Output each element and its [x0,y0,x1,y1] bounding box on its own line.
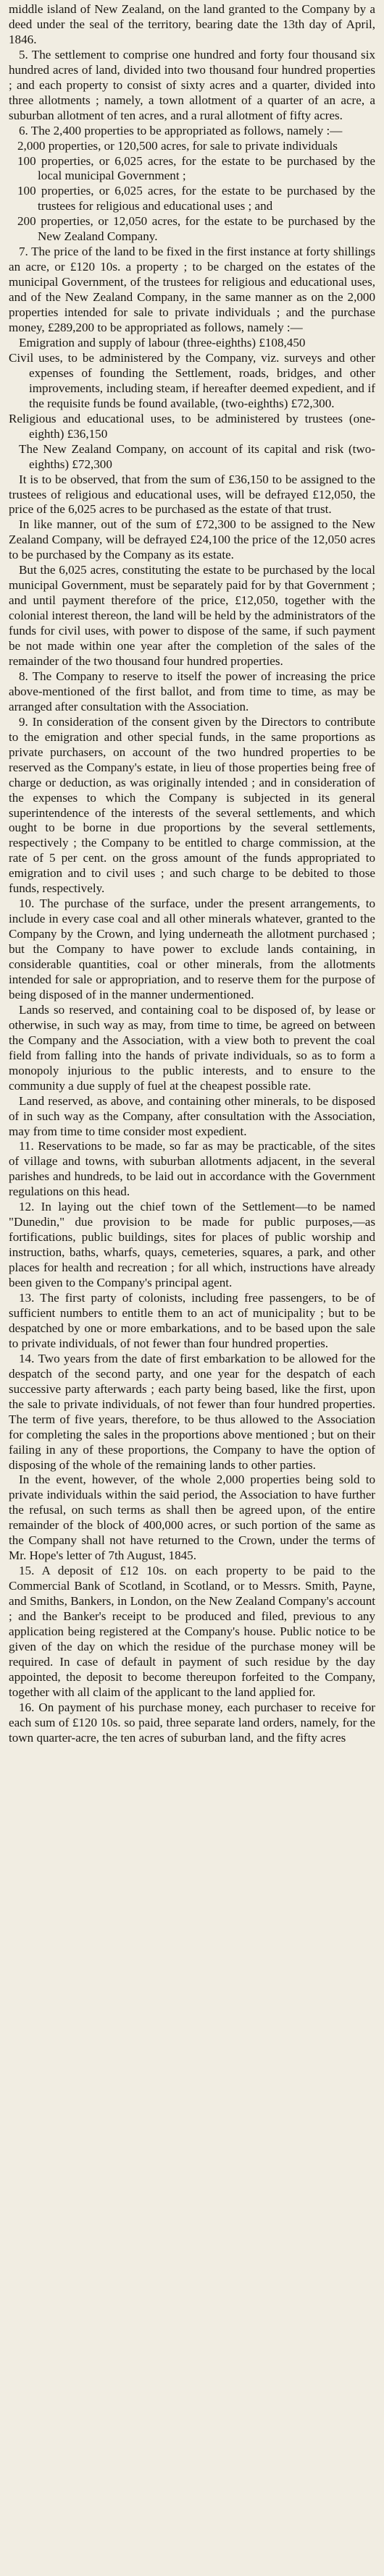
clause-10: 10. The purchase of the surface, under the present arrangements, to include in every case coal and all other minerals whatever, granted to the Company by the Crown, and lying underneath the allotment purchased ; but the Company to have power to exclude lands containing, in considerable quantities, coal or other minerals, from the allotments intended for sale or appropriation, and to reserve them for the purpose of being disposed of in the manner undermentioned. [9,897,375,1001]
clause-6-list [9,139,375,245]
clause-7: 7. The price of the land to be fixed in the first instance at forty shillings an acre, or £120 10s. a property ; to be charged on the estates of the municipal Government, of the trustees for religious and educational uses, and of the New Zealand Company, in the same manner as on the 2,000 properties intended for sale to private individuals ; and the purchase money, £289,200 to be appropriated as follows, namely :— [9,245,375,335]
clause-7-emigration: Emigration and supply of labour (three-eighths) £108,450 [19,335,306,349]
observation-paragraph: In like manner, out of the sum of £72,300 to be assigned to the New Zealand Company, will be defrayed £24,100 the price of the 12,050 acres to be purchased by the Company as its estate. [9,517,375,562]
clause-5: 5. The settlement to comprise one hundred and forty four thousand six hundred acres of land, divided into two thousand four hundred properties ; and each property to consist of sixty acres and a quarter, divided into three allotments ; namely, a town allotment of a quarter of an acre, a suburban allotment of ten acres, and a rural allotment of fifty acres. [9,47,375,122]
clause-6-item: 100 properties, or 6,025 acres, for the estate to be purchased by the local municipal Government ; [17,153,375,183]
event-paragraph: In the event, however, of the whole 2,000 properties being sold to private individuals within the said period, the Association to have further the refusal, on such terms as shall then be agreed upon, of the entire remainder of the block of 400,000 acres, or such portion of the same as the Company shall not have returned to the Crown, under the terms of Mr. Hope's letter of 7th August, 1845. [9,1473,375,1563]
lands-paragraph: Land reserved, as above, and containing other minerals, to be disposed of in such way as the Company, after consultation with the Association, may from time to time consider most expedient. [9,1093,375,1138]
intro-paragraph: middle island of New Zealand, on the land granted to the Company by a deed under the seal of the territory, bearing date the 13th day of April, 1846. [9,2,375,46]
clause-13: 13. The first party of colonists, including free passengers, to be of sufficient numbers to entitle them to an act of municipality ; but to be despatched by one or more embarkations, and to be based upon the sale to private individuals, of not fewer than four hundred properties. [9,1291,375,1350]
clause-6-item: 100 properties, or 6,025 acres, for the estate to be purchased by the trustees for religious and educational uses ; and [17,184,375,213]
clause-11: 11. Reservations to be made, so far as may be practicable, of the sites of village and towns, with suburban allotments adjacent, in the several parishes and hundreds, to be laid out in accordance with the Government regulations on this head. [9,1139,375,1199]
lands-paragraph: Lands so reserved, and containing coal to be disposed of, by lease or otherwise, in such way as may, from time to time, be agreed on between the Company and the Association, with a view both to prevent the coal field from falling into the hands of private individuals, so as to form a monopoly injurious to the public interests, and to ensure to the community a due supply of fuel at the cheapest possible rate. [9,1002,375,1093]
clause-6: 6. The 2,400 properties to be appropriated as follows, namely :— [19,123,343,137]
clause-9: 9. In consideration of the consent given by the Directors to contribute to the emigration and other special funds, in the same proportions as private purchasers, on account of the two hundred properties to be reserved as the Company's estate, in lieu of those properties being free of charge or deduction, as was originally intended ; and in consideration of the expenses to which the Company is subjected in its general superintendence of the interests of the several settlements, and which ought to be borne in due proportions by the several settlements, respectively ; the Company to be entitled to charge commission, at the rate of 5 per cent. on the gross amount of the funds appropriated to emigration and to civil uses ; and such charge to be debited to those funds, respectively. [9,714,375,896]
clause-6-item: 2,000 properties, or 120,500 acres, for sale to private individuals [17,138,338,153]
clause-14: 14. Two years from the date of first embarkation to be allowed for the despatch of the second party, and one year for the despatch of each successive party afterwards ; each party being based, like the first, upon the sale to private individuals, of not fewer than four hundred properties. The term of five years, therefore, to be thus allowed to the Association for completing the sales in the proportions above mentioned ; but on their failing in any of these proportions, the Company to have the option of disposing of the whole of the remaining lands to other parties. [9,1351,375,1472]
clause-7-religious: Religious and educational uses, to be administered by trustees (one-eighth) £36,150 [9,411,375,441]
clause-12: 12. In laying out the chief town of the Settlement—to be named "Dunedin," due provision to be made for public purposes,—as fortifications, public buildings, sites for places of public worship and instruction, baths, wharfs, quays, cemeteries, squares, a park, and other places for health and recreation ; for all which, instructions have already been given to the Company's principal agent. [9,1200,375,1290]
clause-8: 8. The Company to reserve to itself the power of increasing the price above-mentioned of the first ballot, and from time to time, as may be arranged after consultation with the Association. [9,669,375,713]
clause-7-company: The New Zealand Company, on account of its capital and risk (two-eighths) £72,300 [19,441,375,471]
clause-7-civil-uses: Civil uses, to be administered by the Company, viz. surveys and other expenses of founding the Settlement, roads, bridges, and other improvements, including steam, if hereafter deemed expedient, and if the requisite funds be found available, (two-eighths) £72,300. [9,350,375,410]
clause-15: 15. A deposit of £12 10s. on each property to be paid to the Commercial Bank of Scotland, in Scotland, or to Messrs. Smith, Payne, and Smiths, Bankers, in London, on the New Zealand Company's account ; and the Banker's receipt to be produced and filed, previous to any application being registered at the Company's house. Public notice to be given of the day on which the residue of the purchase money will be required. In case of default in payment of such residue by the day appointed, the deposit to become thereupon forfeited to the Company, together with all claim of the applicant to the land applied for. [9,1564,375,1699]
observation-paragraph: But the 6,025 acres, constituting the estate to be purchased by the local municipal Government, must be separately paid for by that Government ; and until payment therefore of the price, £12,050, together with the colonial interest thereon, the land will be held by the administrators of the funds for civil uses, with power to dispose of the same, if such payment be not made within one year after the completion of the sales of the remainder of the two thousand four hundred properties. [9,563,375,668]
clause-16: 16. On payment of his purchase money, each purchaser to receive for each sum of £120 10s. so paid, three separate land orders, namely, for the town quarter-acre, the ten acres of suburban land, and the fifty acres [9,1700,375,1745]
observation-paragraph: It is to be observed, that from the sum of £36,150 to be assigned to the trustees of religious and educational uses, will be defrayed £12,050, the price of the 6,025 acres to be purchased as the estate of that trust. [9,472,375,517]
clause-6-item: 200 properties, or 12,050 acres, for the estate to be purchased by the New Zealand Company. [17,214,375,244]
